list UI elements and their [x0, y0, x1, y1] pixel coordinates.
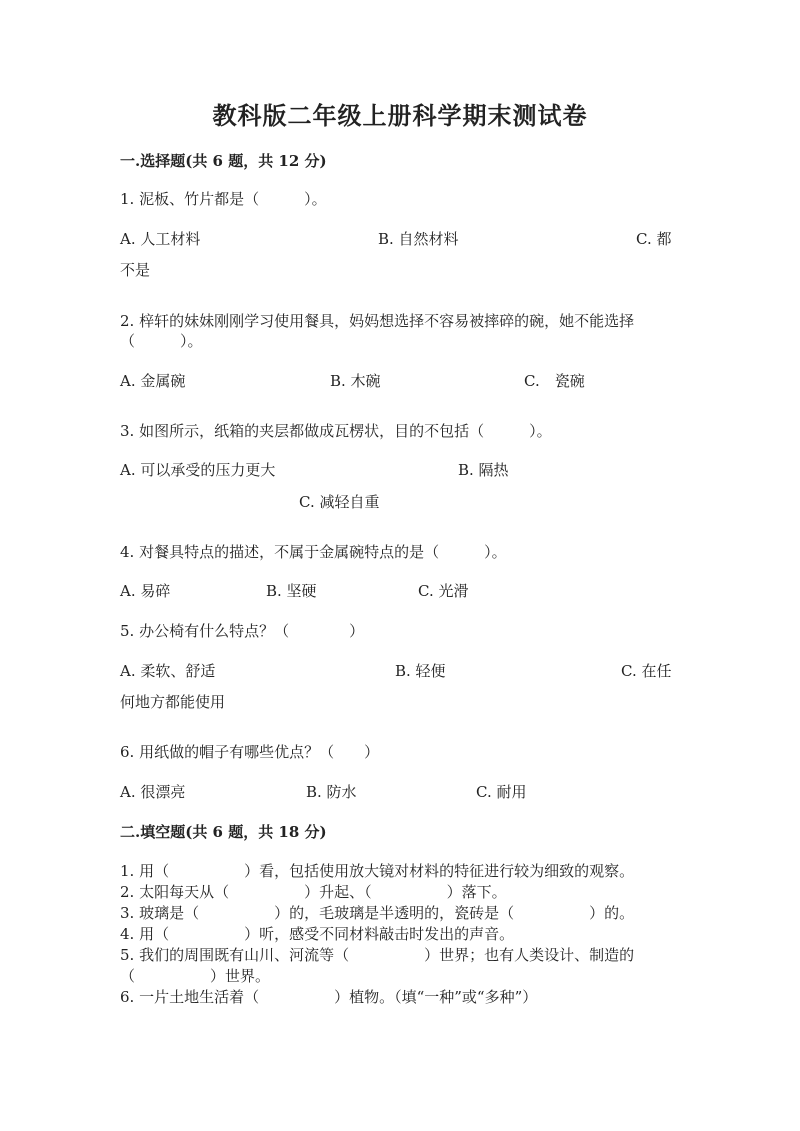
question-3-option-b: B. 隔热: [458, 461, 509, 479]
question-4-option-b: B. 坚硬: [266, 582, 317, 600]
question-5-option-b: B. 轻便: [395, 662, 446, 680]
fill-question-6: 6. 一片土地生活着（ ）植物。（填“一种”或“多种”）: [120, 988, 538, 1006]
question-5-option-c: C. 在任: [621, 662, 672, 680]
question-3-option-c: C. 减轻自重: [299, 493, 380, 511]
question-4-stem: 4. 对餐具特点的描述，不属于金属碗特点的是（ ）。: [120, 543, 507, 561]
section-heading-choice: 一.选择题(共 6 题，共 12 分): [120, 152, 327, 170]
section-heading-fill-blank: 二.填空题(共 6 题，共 18 分): [120, 823, 327, 841]
page-title: 教科版二年级上册科学期末测试卷: [212, 101, 588, 130]
fill-question-4: 4. 用（ ）听，感受不同材料敲击时发出的声音。: [120, 925, 515, 943]
fill-question-1: 1. 用（ ）看，包括使用放大镜对材料的特征进行较为细致的观察。: [120, 862, 635, 880]
question-2-stem-continued: （ ）。: [120, 332, 203, 350]
question-3-option-a: A. 可以承受的压力更大: [120, 461, 276, 479]
question-1-option-c: C. 都: [636, 230, 672, 248]
question-5-option-c-continued: 何地方都能使用: [120, 693, 226, 711]
question-1-option-b: B. 自然材料: [378, 230, 459, 248]
fill-question-3: 3. 玻璃是（ ）的，毛玻璃是半透明的，瓷砖是（ ）的。: [120, 904, 635, 922]
question-6-option-c: C. 耐用: [476, 783, 527, 801]
question-6-option-a: A. 很漂亮: [120, 783, 186, 801]
question-4-option-c: C. 光滑: [418, 582, 469, 600]
fill-question-5: 5. 我们的周围既有山川、河流等（ ）世界；也有人类设计、制造的: [120, 946, 635, 964]
question-1-option-c-continued: 不是: [120, 261, 151, 279]
question-3-stem: 3. 如图所示，纸箱的夹层都做成瓦楞状，目的不包括（ ）。: [120, 422, 552, 440]
question-1-option-a: A. 人工材料: [120, 230, 201, 248]
question-5-stem: 5. 办公椅有什么特点？（ ）: [120, 622, 365, 640]
question-2-stem: 2. 梓轩的妹妹刚刚学习使用餐具，妈妈想选择不容易被摔碎的碗，她不能选择: [120, 312, 635, 330]
question-5-option-a: A. 柔软、舒适: [120, 662, 216, 680]
question-2-option-c: C. 瓷碗: [524, 372, 585, 390]
question-6-option-b: B. 防水: [306, 783, 357, 801]
question-2-option-b: B. 木碗: [330, 372, 381, 390]
fill-question-5-continued: （ ）世界。: [120, 967, 271, 985]
question-2-option-a: A. 金属碗: [120, 372, 186, 390]
question-6-stem: 6. 用纸做的帽子有哪些优点？（ ）: [120, 743, 380, 761]
fill-question-2: 2. 太阳每天从（ ）升起、（ ）落下。: [120, 883, 507, 901]
question-4-option-a: A. 易碎: [120, 582, 171, 600]
question-1-stem: 1. 泥板、竹片都是（ ）。: [120, 190, 327, 208]
